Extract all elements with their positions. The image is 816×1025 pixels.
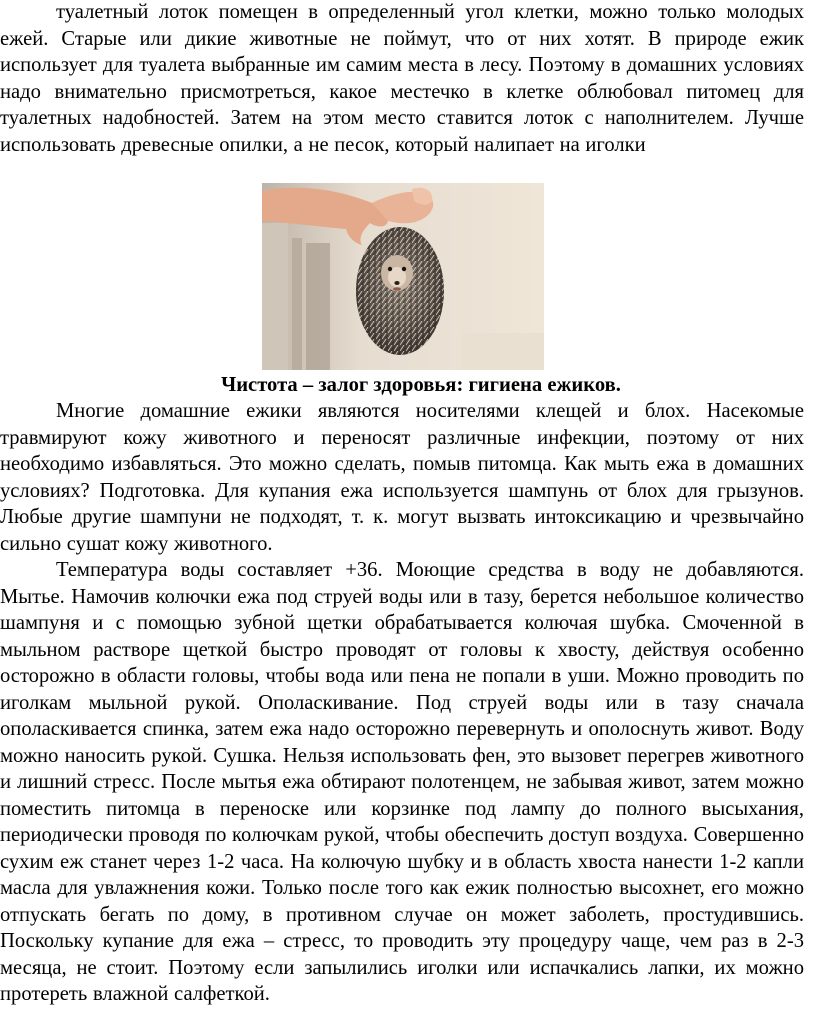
washing-paragraph: Температура воды составляет +36. Моющие средства в воду не добавляются. Мытье. Намочив колючки ежа под струей воды или в тазу, берется небольшое количество шампуня и с помощью зубной щетки обрабатывается колючая шубка. Смоченной в мыльном растворе щеткой быстро проводят от головы к хвосту, действуя особенно осторожно в области головы, чтобы вода или пена не попали в уши. Можно проводить по иголкам мыльной рукой. Ополаскивание. Под струей воды или в тазу сначала ополаскивается спинка, затем ежа надо осторожно перевернуть и ополоснуть живот. Воду можно наносить рукой. Сушка. Нельзя использовать фен, это вызовет перегрев животного и лишний стресс. После мытья ежа обтирают полотенцем, не забывая живот, затем можно поместить питомца в переноске или корзинке под лампу до полного высыхания, периодически проводя по колючкам рукой, чтобы обеспечить доступ воздуха. Совершенно сухим еж станет через 1-2 часа. На колючую шубку и в область хвоста нанести 1-2 капли масла для увлажнения кожи. Только после того как ежик полностью высохнет, его можно отпускать бегать по дому, в противном случае он может заболеть, простудившись. Поскольку купание для ежа – стресс, то проводить эту процедуру чаще, чем раз в 2-3 месяца, не стоит. Поэтому если запылились иголки или испачкались лапки, их можно протереть влажной салфеткой. <box>0 559 804 1005</box>
section-heading: Чистота – залог здоровья: гигиена ежиков. <box>221 374 621 396</box>
hedgehog-photo <box>262 183 544 370</box>
intro-paragraph: туалетный лоток помещен в определенный угол клетки, можно только молодых ежей. Старые или дикие животные не поймут, что от них хотят. В природе ежик использует для туалета выбранные им самим места в лесу. Поэтому в домашних условиях надо внимательно присмотреться, какое местечко в клетке облюбовал питомец для туалетных надобностей. Затем на этом место ставится лоток с наполнителем. Лучше использовать древесные опилки, а не песок, который налипает на иголки <box>0 1 804 156</box>
hygiene-paragraph: Многие домашние ежики являются носителями клещей и блох. Насекомые травмируют кожу животного и переносят различные инфекции, поэтому от них необходимо избавляться. Это можно сделать, помыв питомца. Как мыть ежа в домашних условиях? Подготовка. Для купания ежа используется шампунь от блох для грызунов. Любые другие шампуни не подходят, т. к. могут вызвать интоксикацию и чрезвычайно сильно сушат кожу животного. <box>0 400 804 555</box>
